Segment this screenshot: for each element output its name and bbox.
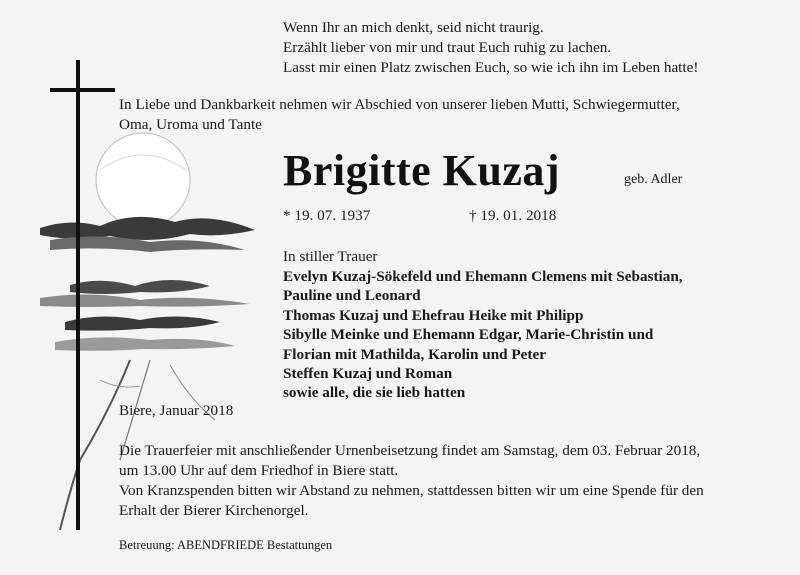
intro-line: In Liebe und Dankbarkeit nehmen wir Abschied von unserer lieben Mutti, Schwiegermutter,: [119, 96, 680, 113]
motto-text: [283, 18, 698, 78]
maiden-name: geb. Adler: [624, 172, 683, 187]
moon-icon: [96, 133, 190, 227]
motto-line: Wenn Ihr an mich denkt, seid nicht traurig.: [283, 19, 544, 36]
donation-line: Erhalt der Bierer Kirchenorgel.: [119, 502, 309, 519]
mourners-list: [283, 267, 683, 403]
mourner-line: Evelyn Kuzaj-Sökefeld und Ehemann Clemens mit Sebastian,: [283, 268, 683, 285]
place-date: Biere, Januar 2018: [119, 402, 234, 419]
ceremony-text: [119, 441, 789, 481]
deceased-name: Brigitte Kuzaj: [283, 146, 561, 195]
mourners-label: In stiller Trauer: [283, 248, 378, 265]
undertaker-credit: Betreuung: ABENDFRIEDE Bestattungen: [119, 538, 333, 552]
donation-line: Von Kranzspenden bitten wir Abstand zu nehmen, stattdessen bitten wir um eine Spende für den: [119, 482, 704, 499]
ceremony-line: Die Trauerfeier mit anschließender Urnenbeisetzung findet am Samstag, dem 03. Februar 2018,: [119, 442, 701, 459]
mourner-line: Thomas Kuzaj und Ehefrau Heike mit Philipp: [283, 306, 584, 324]
mourner-line: Steffen Kuzaj und Roman: [283, 365, 453, 383]
mourner-line: Pauline und Leonard: [283, 287, 421, 305]
motto-line: Erzählt lieber von mir und traut Euch ruhig zu lachen.: [283, 39, 612, 56]
death-date: † 19. 01. 2018: [469, 207, 557, 224]
intro-text: [119, 95, 779, 135]
mourner-line: Sibylle Meinke und Ehemann Edgar, Marie-Christin und: [283, 326, 654, 344]
mourner-line: sowie alle, die sie lieb hatten: [283, 384, 466, 402]
mourner-line: Florian mit Mathilda, Karolin und Peter: [283, 345, 546, 363]
ceremony-line: um 13.00 Uhr auf dem Friedhof in Biere statt.: [119, 462, 399, 479]
motto-line: Lasst mir einen Platz zwischen Euch, so wie ich ihn im Leben hatte!: [283, 59, 699, 76]
donation-text: [119, 481, 789, 521]
intro-line: Oma, Uroma und Tante: [119, 116, 262, 133]
birth-date: * 19. 07. 1937: [283, 207, 371, 224]
